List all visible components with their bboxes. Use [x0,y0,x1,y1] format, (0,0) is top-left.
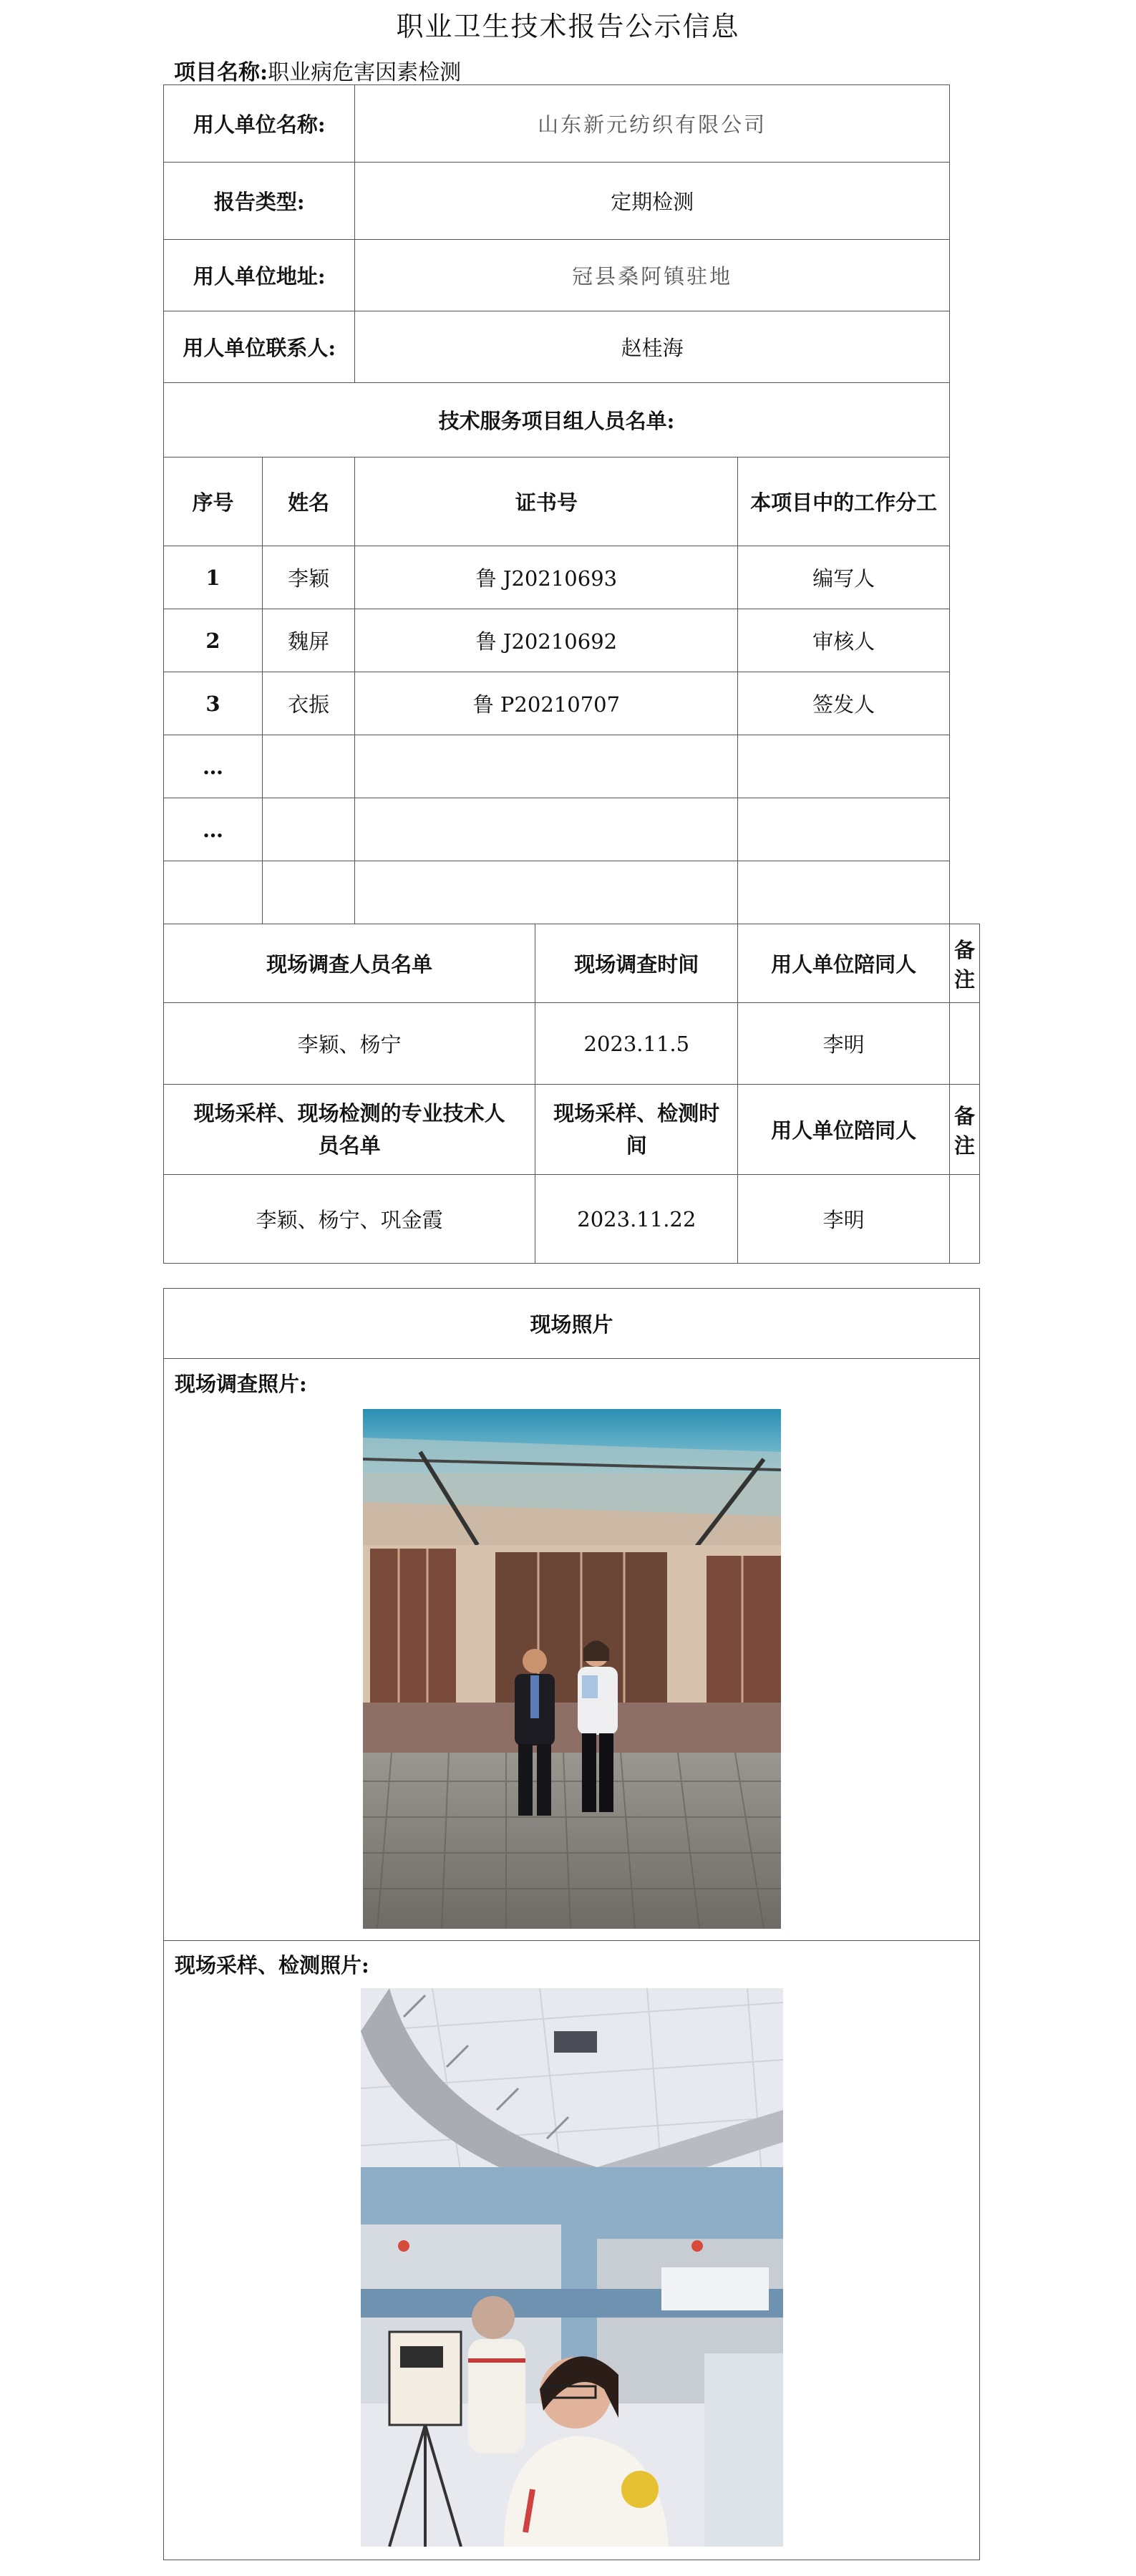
survey-header: 用人单位陪同人 [738,924,950,1003]
info-label: 用人单位联系人: [164,311,355,383]
team-cell: 衣振 [262,672,354,735]
team-heading: 技术服务项目组人员名单: [164,383,950,457]
sampling-row [164,1175,980,1264]
sampling-photo-label: 现场采样、检测照片: [175,1953,369,1977]
survey-photo-image [363,1409,781,1929]
team-cell: 审核人 [738,609,950,672]
survey-header: 备注 [949,924,979,1003]
team-cell: 魏屏 [262,609,354,672]
sampling-header: 现场采样、检测时间 [535,1085,738,1175]
info-value: 赵桂海 [355,311,950,383]
team-cell: … [164,735,263,798]
team-cell [738,735,950,798]
survey-header: 现场调查时间 [535,924,738,1003]
info-row [164,163,980,240]
team-cell: 鲁 J20210692 [355,609,738,672]
survey-photo-label: 现场调查照片: [175,1372,307,1396]
info-label: 用人单位地址: [164,240,355,311]
team-cell: 李颖 [262,546,354,609]
info-label: 用人单位名称: [164,85,355,163]
survey-header: 现场调查人员名单 [164,924,535,1003]
info-value: 定期检测 [355,163,950,240]
info-row [164,311,980,383]
team-cell [738,798,950,861]
team-cell: 2 [164,609,263,672]
team-header: 序号 [164,457,263,546]
table-row [164,735,980,798]
survey-cell: 李颖、杨宁 [164,1003,535,1085]
survey-row [164,1003,980,1085]
project-value: 职业病危害因素检测 [268,60,462,85]
team-cell [164,861,263,924]
team-header: 本项目中的工作分工 [738,457,950,546]
info-value: 山东新元纺织有限公司 [355,85,950,163]
team-cell: … [164,798,263,861]
page-title: 职业卫生技术报告公示信息 [396,11,740,42]
sampling-header: 现场采样、现场检测的专业技术人员名单 [164,1085,535,1175]
sampling-header: 备注 [949,1085,979,1175]
team-cell [355,735,738,798]
sampling-cell: 李明 [738,1175,950,1264]
team-cell: 3 [164,672,263,735]
sampling-photo [361,1988,783,2547]
team-cell: 鲁 P20210707 [355,672,738,735]
team-header-row [164,457,980,546]
team-header: 姓名 [262,457,354,546]
team-cell [262,861,354,924]
sampling-cell: 李颖、杨宁、巩金霞 [164,1175,535,1264]
sampling-header: 用人单位陪同人 [738,1085,950,1175]
project-name [174,54,461,86]
team-cell: 签发人 [738,672,950,735]
survey-cell [949,1003,979,1085]
info-value: 冠县桑阿镇驻地 [355,240,950,311]
table-row [164,861,980,924]
team-cell: 编写人 [738,546,950,609]
photo-heading: 现场照片 [164,1289,980,1359]
survey-photo [363,1409,781,1929]
project-label: 项目名称: [174,60,268,85]
team-cell [355,798,738,861]
table-row [164,546,980,609]
table-row [164,609,980,672]
info-row [164,240,980,311]
photo-table [163,1288,980,2560]
info-table [163,84,980,1264]
info-label: 报告类型: [164,163,355,240]
sampling-cell [949,1175,979,1264]
sampling-photo-image [361,1988,783,2547]
team-cell: 1 [164,546,263,609]
team-cell [738,861,950,924]
team-cell [355,861,738,924]
team-header: 证书号 [355,457,738,546]
survey-cell: 2023.11.5 [535,1003,738,1085]
team-cell [262,798,354,861]
survey-header-row [164,924,980,1003]
info-row [164,85,980,163]
sampling-header-row [164,1085,980,1175]
team-cell [262,735,354,798]
team-cell: 鲁 J20210693 [355,546,738,609]
survey-cell: 李明 [738,1003,950,1085]
sampling-cell: 2023.11.22 [535,1175,738,1264]
table-row [164,672,980,735]
table-row [164,798,980,861]
